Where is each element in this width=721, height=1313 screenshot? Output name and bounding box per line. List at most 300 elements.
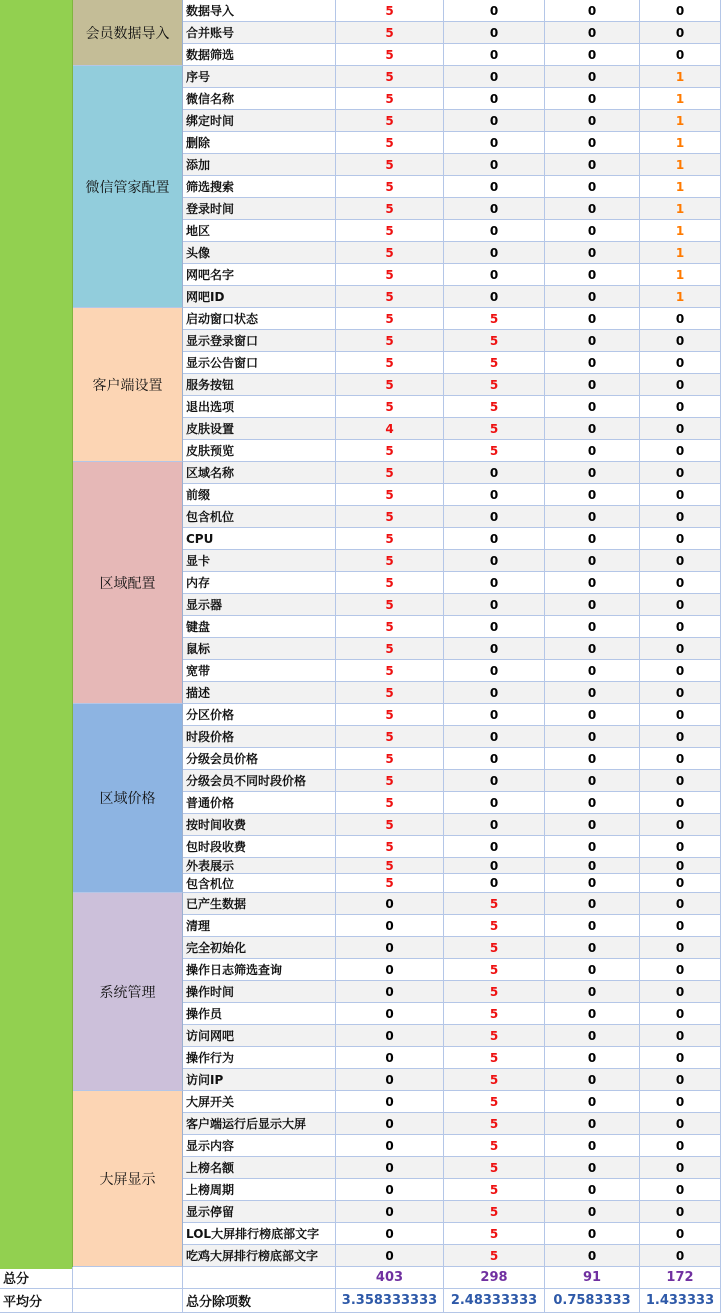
score-cell: 0 xyxy=(545,374,640,396)
score-cell: 0 xyxy=(444,638,545,660)
item-label: 显示器 xyxy=(183,594,336,616)
score-cell: 5 xyxy=(336,660,444,682)
score-cell: 5 xyxy=(336,66,444,88)
score-cell: 0 xyxy=(545,836,640,858)
score-cell: 0 xyxy=(640,915,721,937)
score-cell: 5 xyxy=(336,550,444,572)
item-label: 包时段收费 xyxy=(183,836,336,858)
score-cell: 0 xyxy=(336,1069,444,1091)
score-cell: 0 xyxy=(444,594,545,616)
item-label: 分区价格 xyxy=(183,704,336,726)
score-cell: 5 xyxy=(336,132,444,154)
score-cell: 5 xyxy=(336,594,444,616)
score-cell: 5 xyxy=(444,915,545,937)
score-cell: 0 xyxy=(444,792,545,814)
item-label: 显示内容 xyxy=(183,1135,336,1157)
score-cell: 0 xyxy=(444,660,545,682)
score-cell: 0 xyxy=(640,616,721,638)
item-label: 数据导入 xyxy=(183,0,336,22)
item-label: 数据筛选 xyxy=(183,44,336,66)
score-cell: 5 xyxy=(444,1069,545,1091)
score-cell: 1 xyxy=(640,286,721,308)
total-empty-cat xyxy=(73,1267,183,1289)
score-cell: 0 xyxy=(545,352,640,374)
score-cell: 0 xyxy=(444,286,545,308)
item-label: 绑定时间 xyxy=(183,110,336,132)
score-cell: 0 xyxy=(444,220,545,242)
score-cell: 0 xyxy=(444,682,545,704)
score-cell: 5 xyxy=(336,814,444,836)
item-label: 包含机位 xyxy=(183,506,336,528)
item-label: 清理 xyxy=(183,915,336,937)
score-cell: 1 xyxy=(640,264,721,286)
score-cell: 5 xyxy=(444,1157,545,1179)
score-cell: 0 xyxy=(640,981,721,1003)
item-label: 上榜名额 xyxy=(183,1157,336,1179)
score-cell: 0 xyxy=(640,572,721,594)
score-cell: 0 xyxy=(545,484,640,506)
item-label: 显示登录窗口 xyxy=(183,330,336,352)
score-cell: 0 xyxy=(640,484,721,506)
score-cell: 0 xyxy=(336,1091,444,1113)
score-cell: 0 xyxy=(545,616,640,638)
score-cell: 0 xyxy=(444,0,545,22)
score-cell: 0 xyxy=(545,330,640,352)
score-cell: 5 xyxy=(336,726,444,748)
score-cell: 0 xyxy=(640,352,721,374)
score-cell: 5 xyxy=(336,88,444,110)
category-2: 客户端设置 xyxy=(73,308,183,462)
score-cell: 0 xyxy=(640,1047,721,1069)
score-cell: 0 xyxy=(640,1201,721,1223)
score-cell: 0 xyxy=(640,1157,721,1179)
item-label: 删除 xyxy=(183,132,336,154)
item-label: 添加 xyxy=(183,154,336,176)
score-cell: 0 xyxy=(640,959,721,981)
total-empty-item xyxy=(183,1267,336,1289)
total-value: 298 xyxy=(444,1267,545,1289)
score-cell: 0 xyxy=(545,396,640,418)
score-cell: 5 xyxy=(336,176,444,198)
item-label: 启动窗口状态 xyxy=(183,308,336,330)
score-cell: 5 xyxy=(444,1091,545,1113)
score-cell: 5 xyxy=(336,682,444,704)
score-cell: 0 xyxy=(640,937,721,959)
score-cell: 0 xyxy=(545,1025,640,1047)
score-cell: 0 xyxy=(640,308,721,330)
score-cell: 0 xyxy=(640,462,721,484)
score-cell: 5 xyxy=(336,242,444,264)
score-cell: 0 xyxy=(545,440,640,462)
score-cell: 5 xyxy=(336,44,444,66)
score-cell: 0 xyxy=(336,1179,444,1201)
item-label: 皮肤预览 xyxy=(183,440,336,462)
score-cell: 0 xyxy=(444,462,545,484)
score-cell: 0 xyxy=(545,594,640,616)
score-cell: 4 xyxy=(336,418,444,440)
score-cell: 5 xyxy=(336,792,444,814)
score-cell: 0 xyxy=(640,874,721,893)
score-cell: 5 xyxy=(444,418,545,440)
item-label: 显示公告窗口 xyxy=(183,352,336,374)
score-cell: 5 xyxy=(444,1135,545,1157)
score-cell: 0 xyxy=(545,506,640,528)
average-label: 平均分 xyxy=(0,1289,73,1313)
score-cell: 0 xyxy=(336,1025,444,1047)
score-cell: 0 xyxy=(640,1245,721,1267)
score-cell: 0 xyxy=(444,858,545,874)
item-label: 鼠标 xyxy=(183,638,336,660)
score-cell: 0 xyxy=(545,814,640,836)
score-cell: 0 xyxy=(545,1245,640,1267)
score-cell: 5 xyxy=(336,22,444,44)
total-label: 总分 xyxy=(0,1267,73,1289)
item-label: 分级会员不同时段价格 xyxy=(183,770,336,792)
score-cell: 5 xyxy=(336,874,444,893)
score-cell: 0 xyxy=(545,572,640,594)
score-cell: 0 xyxy=(640,22,721,44)
score-cell: 5 xyxy=(336,770,444,792)
score-cell: 1 xyxy=(640,198,721,220)
item-label: 按时间收费 xyxy=(183,814,336,836)
score-cell: 0 xyxy=(640,726,721,748)
score-cell: 5 xyxy=(336,638,444,660)
score-cell: 5 xyxy=(444,374,545,396)
score-cell: 0 xyxy=(640,814,721,836)
score-cell: 5 xyxy=(336,462,444,484)
score-cell: 5 xyxy=(444,1179,545,1201)
average-value: 3.358333333 xyxy=(336,1289,444,1313)
item-label: 显示停留 xyxy=(183,1201,336,1223)
item-label: 普通价格 xyxy=(183,792,336,814)
score-cell: 0 xyxy=(545,22,640,44)
category-3: 区域配置 xyxy=(73,462,183,704)
score-cell: 0 xyxy=(640,748,721,770)
score-cell: 0 xyxy=(444,242,545,264)
score-cell: 0 xyxy=(336,915,444,937)
score-cell: 0 xyxy=(640,528,721,550)
score-cell: 0 xyxy=(336,1047,444,1069)
score-cell: 5 xyxy=(444,352,545,374)
score-cell: 5 xyxy=(336,572,444,594)
score-cell: 5 xyxy=(444,1113,545,1135)
score-cell: 0 xyxy=(545,132,640,154)
score-cell: 0 xyxy=(545,110,640,132)
score-cell: 0 xyxy=(545,1179,640,1201)
category-4: 区域价格 xyxy=(73,704,183,893)
item-label: 访问网吧 xyxy=(183,1025,336,1047)
item-label: 外表展示 xyxy=(183,858,336,874)
score-cell: 0 xyxy=(640,330,721,352)
score-cell: 0 xyxy=(640,1135,721,1157)
item-label: 网吧名字 xyxy=(183,264,336,286)
score-cell: 5 xyxy=(336,352,444,374)
score-cell: 5 xyxy=(336,220,444,242)
score-cell: 0 xyxy=(545,264,640,286)
score-cell: 0 xyxy=(444,572,545,594)
score-cell: 0 xyxy=(545,915,640,937)
item-label: 退出选项 xyxy=(183,396,336,418)
score-cell: 1 xyxy=(640,110,721,132)
score-cell: 0 xyxy=(444,132,545,154)
score-cell: 0 xyxy=(640,836,721,858)
score-cell: 5 xyxy=(336,264,444,286)
category-1: 微信管家配置 xyxy=(73,66,183,308)
score-cell: 0 xyxy=(545,308,640,330)
score-cell: 1 xyxy=(640,88,721,110)
item-label: 操作员 xyxy=(183,1003,336,1025)
item-label: LOL大屏排行榜底部文字 xyxy=(183,1223,336,1245)
score-cell: 0 xyxy=(545,1135,640,1157)
score-cell: 0 xyxy=(545,937,640,959)
score-cell: 0 xyxy=(640,704,721,726)
score-cell: 0 xyxy=(545,1201,640,1223)
item-label: 显卡 xyxy=(183,550,336,572)
score-cell: 0 xyxy=(640,440,721,462)
item-label: 服务按钮 xyxy=(183,374,336,396)
average-value: 1.433333 xyxy=(640,1289,721,1313)
score-cell: 5 xyxy=(336,374,444,396)
score-cell: 0 xyxy=(640,0,721,22)
item-label: 内存 xyxy=(183,572,336,594)
score-cell: 0 xyxy=(545,154,640,176)
item-label: 访问IP xyxy=(183,1069,336,1091)
score-cell: 5 xyxy=(444,396,545,418)
item-label: 筛选搜索 xyxy=(183,176,336,198)
total-value: 172 xyxy=(640,1267,721,1289)
score-cell: 0 xyxy=(444,704,545,726)
score-cell: 1 xyxy=(640,242,721,264)
item-label: 分级会员价格 xyxy=(183,748,336,770)
score-cell: 0 xyxy=(444,836,545,858)
score-cell: 0 xyxy=(444,66,545,88)
score-cell: 0 xyxy=(640,1069,721,1091)
score-cell: 0 xyxy=(336,1223,444,1245)
score-cell: 5 xyxy=(336,154,444,176)
score-cell: 0 xyxy=(336,1113,444,1135)
score-cell: 5 xyxy=(336,110,444,132)
score-cell: 0 xyxy=(336,937,444,959)
score-cell: 1 xyxy=(640,154,721,176)
score-cell: 0 xyxy=(545,770,640,792)
score-cell: 0 xyxy=(444,176,545,198)
score-cell: 5 xyxy=(336,748,444,770)
score-cell: 1 xyxy=(640,176,721,198)
score-cell: 0 xyxy=(444,506,545,528)
score-cell: 0 xyxy=(545,1113,640,1135)
score-cell: 5 xyxy=(336,704,444,726)
score-cell: 0 xyxy=(545,286,640,308)
item-label: 大屏开关 xyxy=(183,1091,336,1113)
item-label: 头像 xyxy=(183,242,336,264)
score-cell: 0 xyxy=(444,110,545,132)
score-cell: 0 xyxy=(640,682,721,704)
score-cell: 5 xyxy=(336,198,444,220)
score-cell: 0 xyxy=(545,660,640,682)
score-cell: 5 xyxy=(444,1047,545,1069)
score-cell: 0 xyxy=(545,44,640,66)
score-cell: 5 xyxy=(444,1003,545,1025)
score-cell: 0 xyxy=(336,1201,444,1223)
item-label: 键盘 xyxy=(183,616,336,638)
score-cell: 0 xyxy=(444,726,545,748)
score-cell: 0 xyxy=(336,959,444,981)
item-label: 合并账号 xyxy=(183,22,336,44)
score-cell: 0 xyxy=(545,682,640,704)
score-cell: 5 xyxy=(444,981,545,1003)
score-cell: 0 xyxy=(545,462,640,484)
score-cell: 5 xyxy=(444,1201,545,1223)
score-cell: 5 xyxy=(336,506,444,528)
category-5: 系统管理 xyxy=(73,893,183,1091)
average-value: 2.48333333 xyxy=(444,1289,545,1313)
score-cell: 0 xyxy=(640,660,721,682)
score-cell: 0 xyxy=(640,1091,721,1113)
item-label: 操作日志筛选查询 xyxy=(183,959,336,981)
score-cell: 0 xyxy=(444,814,545,836)
item-label: 吃鸡大屏排行榜底部文字 xyxy=(183,1245,336,1267)
item-label: 宽带 xyxy=(183,660,336,682)
score-cell: 5 xyxy=(336,396,444,418)
item-label: 区域名称 xyxy=(183,462,336,484)
score-cell: 0 xyxy=(444,154,545,176)
score-cell: 5 xyxy=(444,959,545,981)
score-cell: 0 xyxy=(545,198,640,220)
left-green-column xyxy=(0,0,73,1269)
item-label: 包含机位 xyxy=(183,874,336,893)
score-cell: 0 xyxy=(545,874,640,893)
score-cell: 0 xyxy=(640,1003,721,1025)
score-cell: 0 xyxy=(336,893,444,915)
score-cell: 5 xyxy=(336,308,444,330)
score-cell: 5 xyxy=(444,1223,545,1245)
score-cell: 0 xyxy=(640,506,721,528)
score-cell: 0 xyxy=(444,616,545,638)
score-cell: 5 xyxy=(336,836,444,858)
score-cell: 5 xyxy=(336,528,444,550)
average-empty-cat xyxy=(73,1289,183,1313)
score-cell: 0 xyxy=(640,1113,721,1135)
score-cell: 5 xyxy=(444,1245,545,1267)
item-label: 登录时间 xyxy=(183,198,336,220)
score-cell: 0 xyxy=(444,874,545,893)
score-cell: 0 xyxy=(545,1069,640,1091)
score-cell: 0 xyxy=(545,792,640,814)
score-cell: 0 xyxy=(640,638,721,660)
score-cell: 0 xyxy=(640,1025,721,1047)
item-label: 序号 xyxy=(183,66,336,88)
score-cell: 1 xyxy=(640,132,721,154)
score-cell: 5 xyxy=(336,484,444,506)
score-cell: 0 xyxy=(640,550,721,572)
score-cell: 0 xyxy=(545,418,640,440)
score-cell: 0 xyxy=(336,1245,444,1267)
score-cell: 0 xyxy=(444,748,545,770)
category-6: 大屏显示 xyxy=(73,1091,183,1267)
score-cell: 5 xyxy=(444,893,545,915)
item-label: 上榜周期 xyxy=(183,1179,336,1201)
item-label: 操作行为 xyxy=(183,1047,336,1069)
item-label: 地区 xyxy=(183,220,336,242)
score-cell: 0 xyxy=(640,374,721,396)
score-cell: 0 xyxy=(444,198,545,220)
score-cell: 5 xyxy=(336,330,444,352)
item-label: 时段价格 xyxy=(183,726,336,748)
item-label: 描述 xyxy=(183,682,336,704)
score-cell: 0 xyxy=(545,528,640,550)
score-cell: 0 xyxy=(444,528,545,550)
category-0: 会员数据导入 xyxy=(73,0,183,66)
score-cell: 0 xyxy=(545,0,640,22)
item-label: 网吧ID xyxy=(183,286,336,308)
score-cell: 0 xyxy=(545,893,640,915)
item-label: 微信名称 xyxy=(183,88,336,110)
score-cell: 0 xyxy=(336,1135,444,1157)
score-cell: 0 xyxy=(545,1003,640,1025)
score-cell: 0 xyxy=(336,1003,444,1025)
score-cell: 0 xyxy=(545,748,640,770)
score-cell: 5 xyxy=(336,440,444,462)
score-cell: 0 xyxy=(545,959,640,981)
score-cell: 0 xyxy=(444,770,545,792)
score-cell: 0 xyxy=(545,176,640,198)
score-cell: 5 xyxy=(336,0,444,22)
score-cell: 0 xyxy=(444,550,545,572)
score-cell: 5 xyxy=(444,440,545,462)
score-cell: 1 xyxy=(640,66,721,88)
item-label: 完全初始化 xyxy=(183,937,336,959)
item-label: CPU xyxy=(183,528,336,550)
item-label: 操作时间 xyxy=(183,981,336,1003)
item-label: 皮肤设置 xyxy=(183,418,336,440)
average-desc: 总分除项数 xyxy=(183,1289,336,1313)
score-cell: 0 xyxy=(640,396,721,418)
score-cell: 0 xyxy=(640,770,721,792)
score-cell: 0 xyxy=(640,44,721,66)
item-label: 前缀 xyxy=(183,484,336,506)
score-cell: 0 xyxy=(444,264,545,286)
score-cell: 0 xyxy=(444,88,545,110)
score-cell: 0 xyxy=(444,44,545,66)
score-cell: 0 xyxy=(545,1223,640,1245)
score-cell: 0 xyxy=(640,418,721,440)
score-cell: 0 xyxy=(640,1223,721,1245)
total-value: 91 xyxy=(545,1267,640,1289)
score-cell: 0 xyxy=(545,858,640,874)
total-value: 403 xyxy=(336,1267,444,1289)
score-cell: 0 xyxy=(545,550,640,572)
score-cell: 0 xyxy=(336,1157,444,1179)
score-cell: 0 xyxy=(640,594,721,616)
score-cell: 0 xyxy=(545,220,640,242)
score-cell: 5 xyxy=(444,1025,545,1047)
score-cell: 5 xyxy=(336,616,444,638)
score-cell: 1 xyxy=(640,220,721,242)
score-cell: 0 xyxy=(444,22,545,44)
score-cell: 0 xyxy=(545,638,640,660)
average-value: 0.7583333 xyxy=(545,1289,640,1313)
score-cell: 0 xyxy=(545,88,640,110)
score-cell: 5 xyxy=(444,308,545,330)
score-cell: 5 xyxy=(336,286,444,308)
score-cell: 5 xyxy=(444,937,545,959)
score-cell: 0 xyxy=(444,484,545,506)
score-cell: 0 xyxy=(545,1157,640,1179)
score-cell: 0 xyxy=(545,242,640,264)
item-label: 已产生数据 xyxy=(183,893,336,915)
score-cell: 0 xyxy=(545,1091,640,1113)
score-cell: 5 xyxy=(444,330,545,352)
